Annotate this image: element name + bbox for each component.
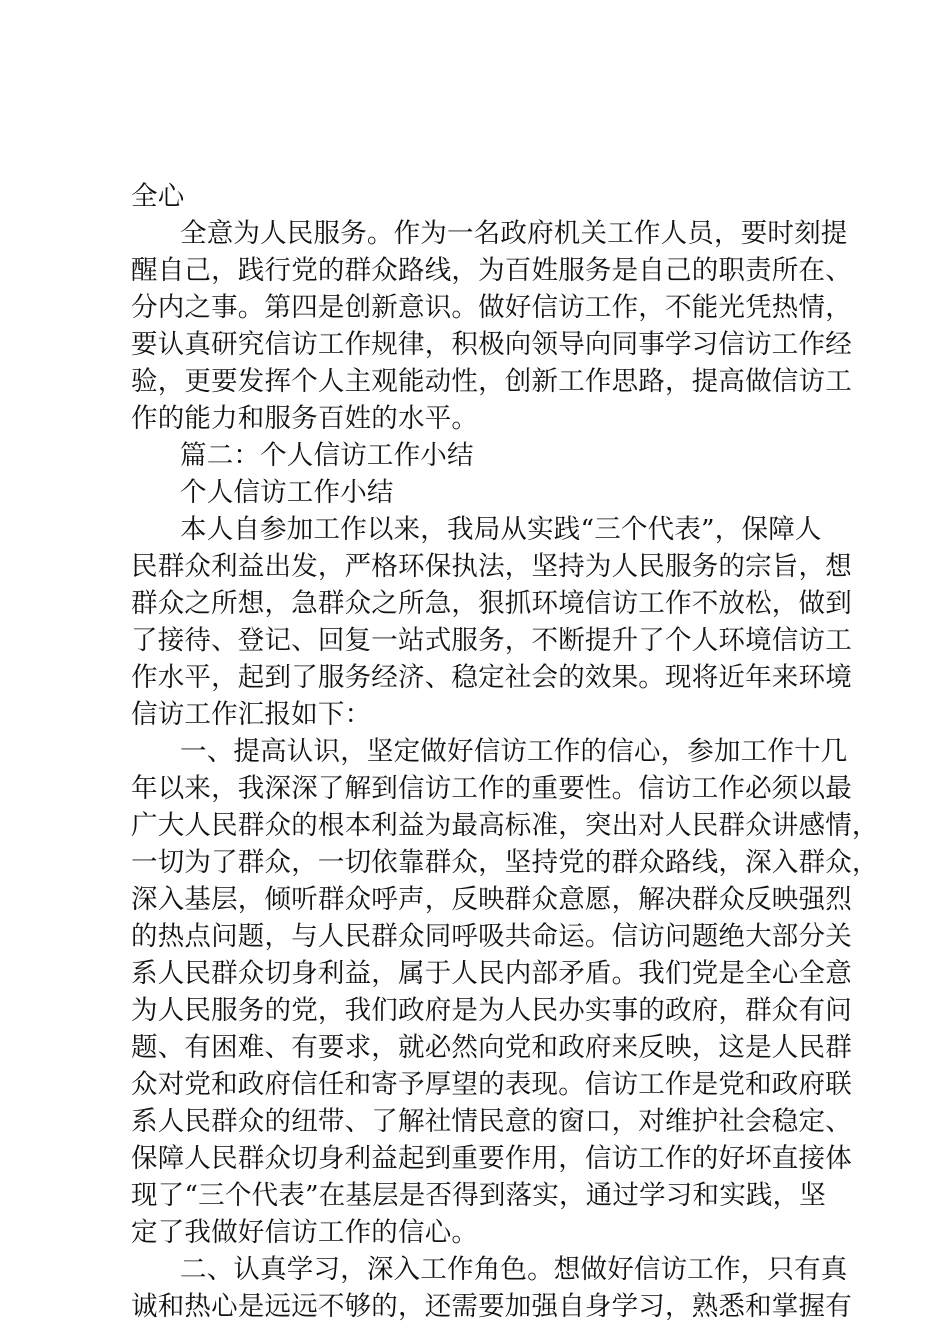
text-line: 作水平，起到了服务经济、稳定社会的效果。现将近年来环境 [131, 662, 852, 693]
text-line: 众对党和政府信任和寄予厚望的表现。信访工作是党和政府联 [131, 1069, 852, 1100]
text-line: 一、提高认识，坚定做好信访工作的信心，参加工作十几 [180, 736, 848, 767]
text-line: 全意为人民服务。作为一名政府机关工作人员，要时刻提 [180, 218, 848, 249]
text-line: 现了“三个代表”在基层是否得到落实，通过学习和实践，坚 [131, 1180, 826, 1211]
text-line: 全心 [131, 181, 185, 212]
text-line: 本人自参加工作以来，我局从实践“三个代表”，保障人 [180, 514, 822, 545]
text-line: 群众之所想，急群众之所急，狠抓环境信访工作不放松，做到 [131, 588, 852, 619]
text-line: 系人民群众切身利益，属于人民内部矛盾。我们党是全心全意 [131, 958, 852, 989]
text-line: 一切为了群众，一切依靠群众，坚持党的群众路线，深入群众， [131, 847, 879, 878]
section-title: 个人信访工作小结 [180, 477, 394, 508]
text-line: 年以来，我深深了解到信访工作的重要性。信访工作必须以最 [131, 773, 852, 804]
text-line: 作的能力和服务百姓的水平。 [131, 403, 479, 434]
text-line: 民群众利益出发，严格环保执法，坚持为人民服务的宗旨，想 [131, 551, 852, 582]
text-line: 定了我做好信访工作的信心。 [131, 1217, 479, 1248]
text-line: 二、认真学习，深入工作角色。想做好信访工作，只有真 [180, 1254, 848, 1285]
text-line: 诚和热心是远远不够的，还需要加强自身学习，熟悉和掌握有 [131, 1291, 852, 1322]
text-line: 保障人民群众切身利益起到重要作用，信访工作的好坏直接体 [131, 1143, 852, 1174]
text-line: 系人民群众的纽带、了解社情民意的窗口，对维护社会稳定、 [131, 1106, 852, 1137]
text-line: 的热点问题，与人民群众同呼吸共命运。信访问题绝大部分关 [131, 921, 852, 952]
text-line: 验，更要发挥个人主观能动性，创新工作思路，提高做信访工 [131, 366, 852, 397]
text-line: 广大人民群众的根本利益为最高标准，突出对人民群众讲感情， [131, 810, 879, 841]
text-line: 分内之事。第四是创新意识。做好信访工作，不能光凭热情， [131, 292, 852, 323]
text-line: 醒自己，践行党的群众路线，为百姓服务是自己的职责所在、 [131, 255, 852, 286]
section-heading: 篇二：个人信访工作小结 [180, 440, 474, 471]
text-line: 题、有困难、有要求，就必然向党和政府来反映，这是人民群 [131, 1032, 852, 1063]
text-line: 为人民服务的党，我们政府是为人民办实事的政府，群众有问 [131, 995, 852, 1026]
text-line: 深入基层，倾听群众呼声，反映群众意愿，解决群众反映强烈 [131, 884, 852, 915]
text-line: 信访工作汇报如下： [131, 699, 372, 730]
text-line: 了接待、登记、回复一站式服务，不断提升了个人环境信访工 [131, 625, 852, 656]
text-line: 要认真研究信访工作规律，积极向领导向同事学习信访工作经 [131, 329, 852, 360]
